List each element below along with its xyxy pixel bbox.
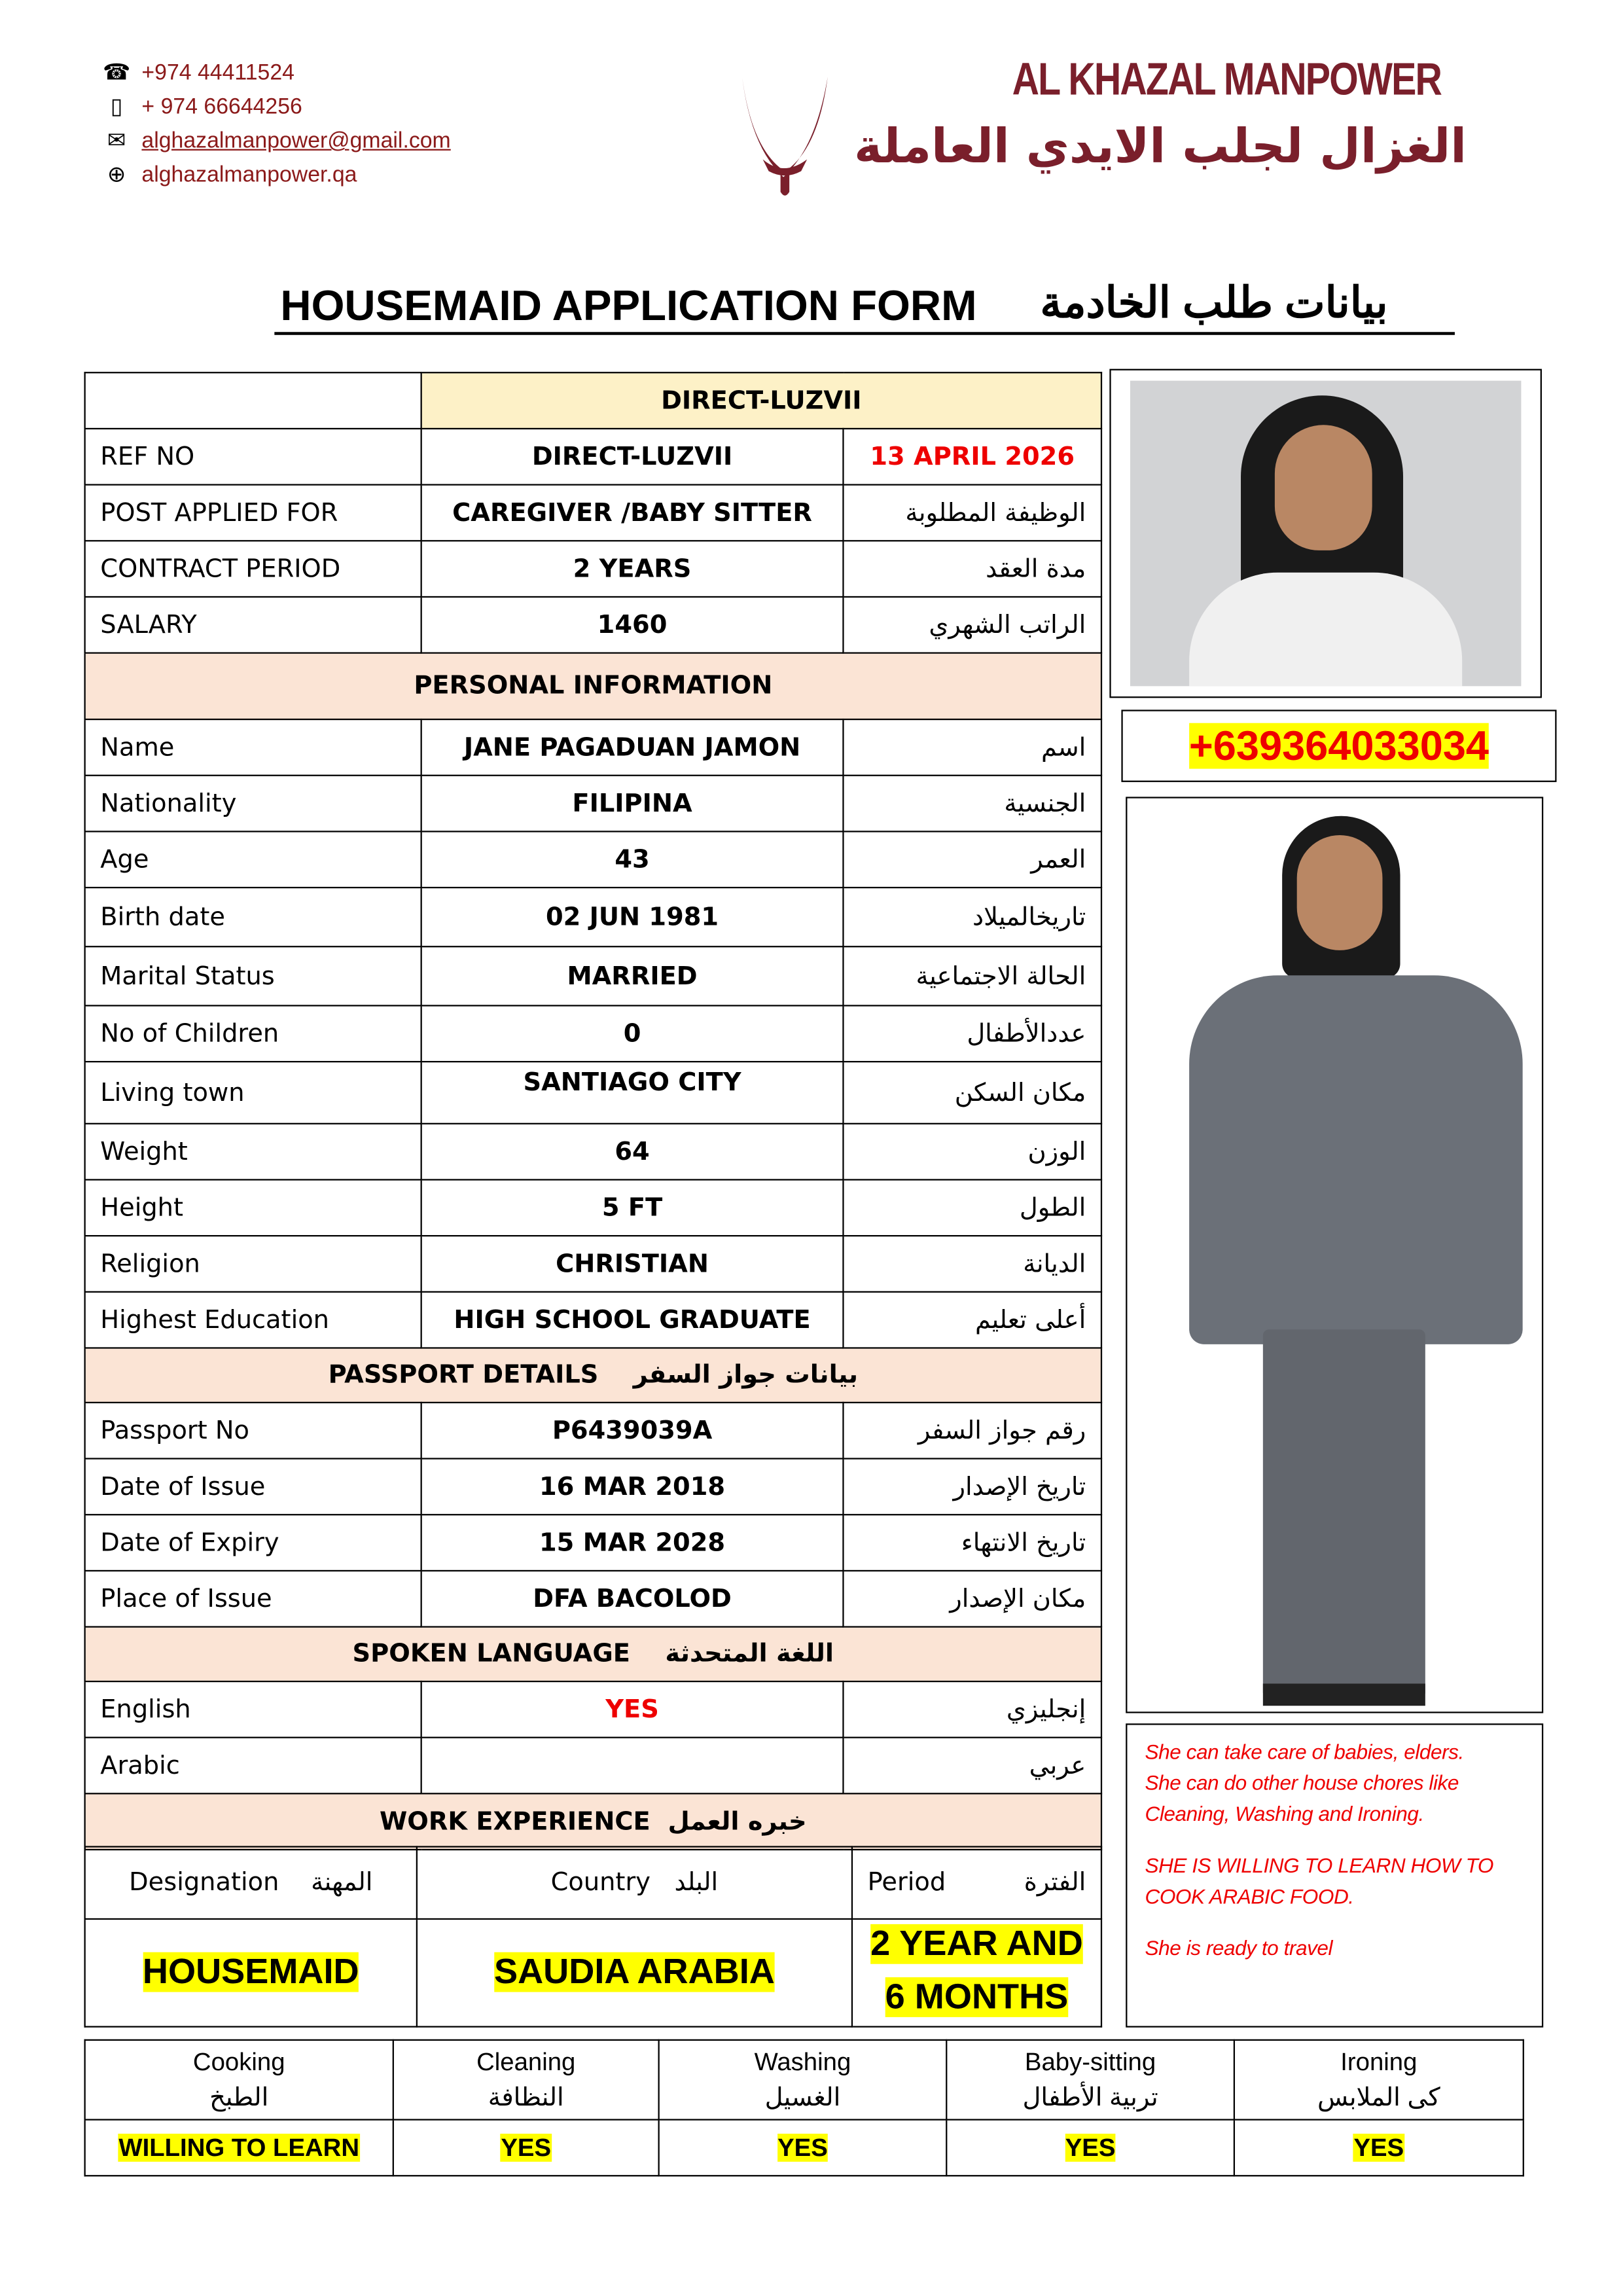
passport-value: 16 MAR 2018 (421, 1459, 844, 1515)
personal-row (85, 831, 1101, 888)
work-header-designation: Designation المهنة (85, 1847, 417, 1919)
gazelle-logo (730, 74, 841, 200)
personal-value: JANE PAGADUAN JAMON (421, 719, 844, 776)
personal-value: 5 FT (421, 1179, 844, 1236)
top-label-ar: مدة العقد (843, 541, 1101, 597)
notes-box (1126, 1723, 1543, 2027)
top-label: REF NO (85, 429, 421, 485)
personal-label-ar: العمر (843, 831, 1101, 888)
details-table (84, 372, 1103, 1850)
personal-value: 02 JUN 1981 (421, 888, 844, 946)
work-header-period: Period الفترة (852, 1847, 1101, 1919)
brand-name-ar: الغزال لجلب الايدي العاملة (854, 118, 1467, 175)
note-line: COOK ARABIC FOOD. (1145, 1884, 1354, 1909)
personal-label: Weight (85, 1124, 421, 1180)
work-country: SAUDIA ARABIA (494, 1952, 775, 1992)
work-period-line2: 6 MONTHS (885, 1977, 1069, 2017)
top-row (85, 541, 1101, 597)
personal-label-ar: الوزن (843, 1124, 1101, 1180)
personal-row (85, 1236, 1101, 1292)
personal-label: Highest Education (85, 1292, 421, 1348)
portrait-photo-frame (1109, 369, 1542, 698)
brand-name-en: AL KHAZAL MANPOWER (1012, 53, 1442, 105)
work-header-country: Country البلد (417, 1847, 852, 1919)
passport-value: DFA BACOLOD (421, 1571, 844, 1627)
personal-value: 64 (421, 1124, 844, 1180)
personal-value: MARRIED (421, 946, 844, 1005)
personal-row (85, 1292, 1101, 1348)
personal-row (85, 1005, 1101, 1062)
personal-value: HIGH SCHOOL GRADUATE (421, 1292, 844, 1348)
passport-value: P6439039A (421, 1403, 844, 1459)
personal-label: Age (85, 831, 421, 888)
skill-header: Cleaning النظافة (393, 2040, 659, 2120)
language-row (85, 1738, 1101, 1794)
work-period-line1: 2 YEAR AND (870, 1924, 1083, 1964)
passport-label-ar: مكان الإصدار (843, 1571, 1101, 1627)
personal-row (85, 1179, 1101, 1236)
personal-label: Nationality (85, 776, 421, 832)
email-link[interactable]: alghazalmanpower@gmail.com (141, 128, 451, 154)
passport-label-ar: تاريخ الانتهاء (843, 1515, 1101, 1571)
passport-row (85, 1571, 1101, 1627)
passport-row (85, 1403, 1101, 1459)
personal-value: 0 (421, 1005, 844, 1062)
contact-phone-box (1121, 709, 1556, 781)
top-label-ar: الراتب الشهري (843, 597, 1101, 653)
personal-label-ar: تاريخالميلاد (843, 888, 1101, 946)
personal-label-ar: أعلى تعليم (843, 1292, 1101, 1348)
personal-value: CHRISTIAN (421, 1236, 844, 1292)
personal-label-ar: الديانة (843, 1236, 1101, 1292)
passport-label: Passport No (85, 1403, 421, 1459)
work-experience-table (84, 1846, 1103, 2027)
telephone-icon: ☎ (103, 60, 131, 86)
language-value: YES (421, 1681, 844, 1738)
personal-label-ar: مكان السكن (843, 1062, 1101, 1124)
top-row (85, 597, 1101, 653)
passport-row (85, 1459, 1101, 1515)
personal-label: No of Children (85, 1005, 421, 1062)
top-value: DIRECT-LUZVII (421, 429, 844, 485)
form-title-ar: بيانات طلب الخادمة (1040, 280, 1388, 328)
top-row (85, 429, 1101, 485)
skill-header: Baby-sitting تربية الأطفال (946, 2040, 1234, 2120)
title-underline (274, 332, 1455, 335)
full-body-photo (1126, 797, 1543, 1713)
personal-value: SANTIAGO CITY (421, 1062, 844, 1124)
skill-value: YES (659, 2120, 947, 2176)
passport-row (85, 1515, 1101, 1571)
personal-label: Religion (85, 1236, 421, 1292)
work-designation: HOUSEMAID (142, 1952, 359, 1992)
passport-label-ar: رقم جواز السفر (843, 1403, 1101, 1459)
note-line: She is ready to travel (1145, 1935, 1333, 1960)
skills-table (84, 2039, 1524, 2177)
top-value: CAREGIVER /BABY SITTER (421, 485, 844, 541)
ref-date: 13 APRIL 2026 (843, 429, 1101, 485)
personal-row (85, 1062, 1101, 1124)
personal-label: Marital Status (85, 946, 421, 1005)
top-value: 1460 (421, 597, 844, 653)
language-label: Arabic (85, 1738, 421, 1794)
personal-row (85, 719, 1101, 776)
passport-label-ar: تاريخ الإصدار (843, 1459, 1101, 1515)
personal-row (85, 1124, 1101, 1180)
personal-row (85, 776, 1101, 832)
personal-label-ar: عددالأطفال (843, 1005, 1101, 1062)
section-work: WORK EXPERIENCE خبره العمل (85, 1793, 1101, 1850)
website-text[interactable]: alghazalmanpower.qa (141, 162, 357, 188)
passport-value: 15 MAR 2028 (421, 1515, 844, 1571)
language-row (85, 1681, 1101, 1738)
skill-value: YES (1234, 2120, 1524, 2176)
skill-value: YES (393, 2120, 659, 2176)
skill-value: WILLING TO LEARN (85, 2120, 393, 2176)
skill-header: Washing الغسيل (659, 2040, 947, 2120)
top-label: CONTRACT PERIOD (85, 541, 421, 597)
top-row (85, 485, 1101, 541)
candidate-phone: +639364033034 (1188, 723, 1489, 769)
mobile-text: + 974 66644256 (141, 94, 302, 120)
passport-label: Date of Expiry (85, 1515, 421, 1571)
personal-row (85, 888, 1101, 946)
personal-label: Name (85, 719, 421, 776)
form-title-en: HOUSEMAID APPLICATION FORM (280, 283, 977, 331)
language-label: English (85, 1681, 421, 1738)
personal-value: 43 (421, 831, 844, 888)
contact-block (100, 56, 450, 192)
note-line: She can do other house chores like (1145, 1770, 1459, 1795)
candidate-code: DIRECT-LUZVII (421, 372, 1101, 429)
note-line: She can take care of babies, elders. (1145, 1740, 1464, 1764)
globe-icon: ⊕ (107, 162, 126, 188)
phone-text: +974 44411524 (141, 60, 294, 86)
personal-label-ar: الحالة الاجتماعية (843, 946, 1101, 1005)
note-line: Cleaning, Washing and Ironing. (1145, 1801, 1424, 1825)
section-language: SPOKEN LANGUAGE اللغة المتحدثة (85, 1627, 1101, 1681)
language-label-ar: عربي (843, 1738, 1101, 1794)
skill-header: Ironing كى الملابس (1234, 2040, 1524, 2120)
section-personal: PERSONAL INFORMATION (85, 653, 1101, 719)
mobile-phone-icon: ▯ (110, 94, 123, 120)
envelope-icon: ✉ (107, 128, 126, 154)
personal-label: Living town (85, 1062, 421, 1124)
top-label-ar: الوظيفة المطلوبة (843, 485, 1101, 541)
top-value: 2 YEARS (421, 541, 844, 597)
skill-value: YES (946, 2120, 1234, 2176)
passport-label: Date of Issue (85, 1459, 421, 1515)
top-label: POST APPLIED FOR (85, 485, 421, 541)
passport-label: Place of Issue (85, 1571, 421, 1627)
language-label-ar: إنجليزي (843, 1681, 1101, 1738)
personal-row (85, 946, 1101, 1005)
note-line: SHE IS WILLING TO LEARN HOW TO (1145, 1853, 1494, 1877)
personal-label-ar: الطول (843, 1179, 1101, 1236)
personal-label: Height (85, 1179, 421, 1236)
personal-label-ar: اسم (843, 719, 1101, 776)
section-passport: PASSPORT DETAILS بيانات جواز السفر (85, 1348, 1101, 1402)
personal-label-ar: الجنسية (843, 776, 1101, 832)
skill-header: Cooking الطبخ (85, 2040, 393, 2120)
portrait-photo (1130, 381, 1521, 687)
top-label: SALARY (85, 597, 421, 653)
personal-label: Birth date (85, 888, 421, 946)
personal-value: FILIPINA (421, 776, 844, 832)
language-value (421, 1738, 844, 1794)
